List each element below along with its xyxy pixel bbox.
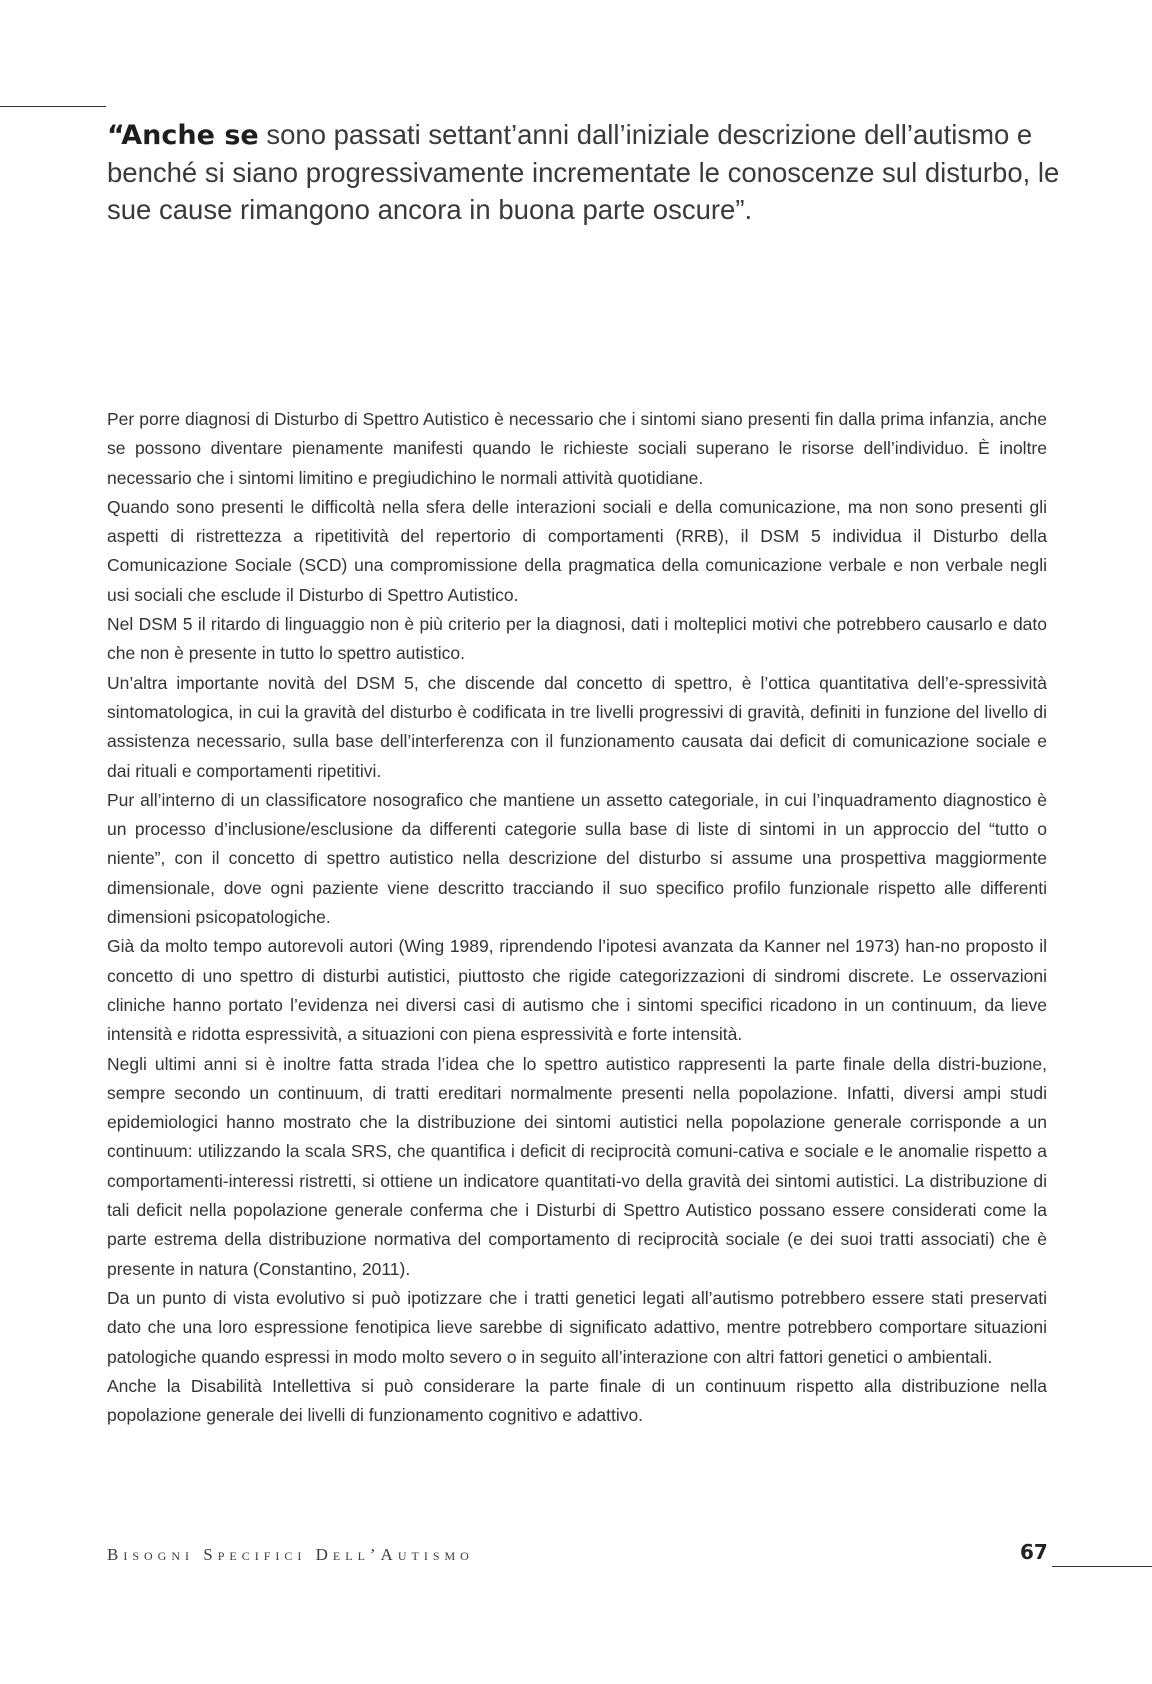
paragraph: Per porre diagnosi di Disturbo di Spettro Autistico è necessario che i sintomi siano presenti fin dalla prima infanzia, anche se possono diventare pienamente manifesti quando le richieste sociali superano le risorse dell’individuo. È inoltre necessario che i sintomi limitino e pregiudichino le normali attività quotidiane.	[107, 409, 1047, 488]
paragraph: Già da molto tempo autorevoli autori (Wing 1989, riprendendo l’ipotesi avanzata da Kanner nel 1973) han-no proposto il concetto di uno spettro di disturbi autistici, piuttosto che rigide categorizzazioni di sindromi discrete. Le osservazioni cliniche hanno portato l’evidenza nei diversi casi di autismo che i sintomi specifici ricadono in un continuum, da lieve intensità e ridotta espressività, a situazioni con piena espressività e forte intensità.	[107, 936, 1047, 1045]
pull-quote	[107, 116, 1067, 228]
pull-quote-text: sono passati settant’anni dall’iniziale descrizione dell’autismo e benché si siano progressivamente incrementate le conoscenze sul disturbo, le sue cause rimangono ancora in buona parte oscure”.	[107, 119, 1060, 225]
paragraph: Da un punto di vista evolutivo si può ipotizzare che i tratti genetici legati all’autismo potrebbero essere stati preservati dato che una loro espressione fenotipica lieve sarebbe di significato adattivo, mentre potrebbero comportare situazioni patologiche quando espressi in modo molto severo o in seguito all’interazione con altri fattori genetici o ambientali.	[107, 1287, 1047, 1367]
paragraph: Nel DSM 5 il ritardo di linguaggio non è più criterio per la diagnosi, dati i molteplici motivi che potrebbero causarlo e dato che non è presente in tutto lo spettro autistico.	[107, 614, 1047, 664]
paragraph: Anche la Disabilità Intellettiva si può considerare la parte finale di un continuum rispetto alla distribuzione nella popolazione generale dei livelli di funzionamento cognitivo e adattivo.	[107, 1375, 1047, 1426]
paragraph: Quando sono presenti le difficoltà nella sfera delle interazioni sociali e della comunicazione, ma non sono presenti gli aspetti di ristrettezza a ripetitività del repertorio di comportamenti (RRB), il DSM 5 individua il Disturbo della Comunicazione Sociale (SCD) una compromissione della pragmatica della comunicazione verbale e non verbale negli usi sociali che esclude il Disturbo di Spettro Autistico.	[107, 496, 1047, 605]
paragraph: Pur all’interno di un classificatore nosografico che mantiene un assetto categoriale, in cui l’inquadramento diagnostico è un processo d’inclusione/esclusione da differenti categorie sulla base di liste di sintomi in un approccio del “tutto o niente”, con il concetto di spettro autistico nella descrizione del disturbo si assume una prospettiva maggiormente dimensionale, dove ogni paziente viene descritto tracciando il suo specifico profilo funzionale rispetto alle differenti dimensioni psicopatologiche.	[107, 789, 1047, 928]
paragraph: Un’altra importante novità del DSM 5, che discende dal concetto di spettro, è l’ottica quantitativa dell’e-spressività sintomatologica, in cui la gravità del disturbo è codificata in tre livelli progressivi di gravità, definiti in funzione del livello di assistenza necessario, sulla base dell’interferenza con il funzionamento causata dai deficit di comunicazione sociale e dai rituali e comportamenti ripetitivi.	[107, 672, 1047, 781]
top-rule	[0, 106, 106, 107]
page-number: 67	[1020, 1540, 1048, 1564]
bottom-rule	[1052, 1566, 1152, 1567]
paragraph: Negli ultimi anni si è inoltre fatta strada l’idea che lo spettro autistico rappresenti la parte finale della distri-buzione, sempre secondo un continuum, di tratti ereditari normalmente presenti nella popolazione. Infatti, diversi ampi studi epidemiologici hanno mostrato che la distribuzione dei sintomi autistici nella popolazione generale corrisponde a un continuum: utilizzando la scala SRS, che quantifica i deficit di reciprocità comuni-cativa e sociale e le anomalie rispetto a comportamenti-interessi ristretti, si ottiene un indicatore quantitati-vo della gravità dei sintomi autistici. La distribuzione di tali deficit nella popolazione generale conferma che i Disturbi di Spettro Autistico possano essere considerati come la parte estrema della distribuzione normativa del comportamento di reciprocità sociale (e dei suoi tratti associati) che è presente in natura (Constantino, 2011).	[107, 1053, 1047, 1279]
pull-quote-lead: “Anche se	[107, 120, 259, 151]
running-footer-title: Bisogni Specifici Dell’Autismo	[107, 1545, 474, 1564]
body-text	[107, 405, 1047, 1430]
